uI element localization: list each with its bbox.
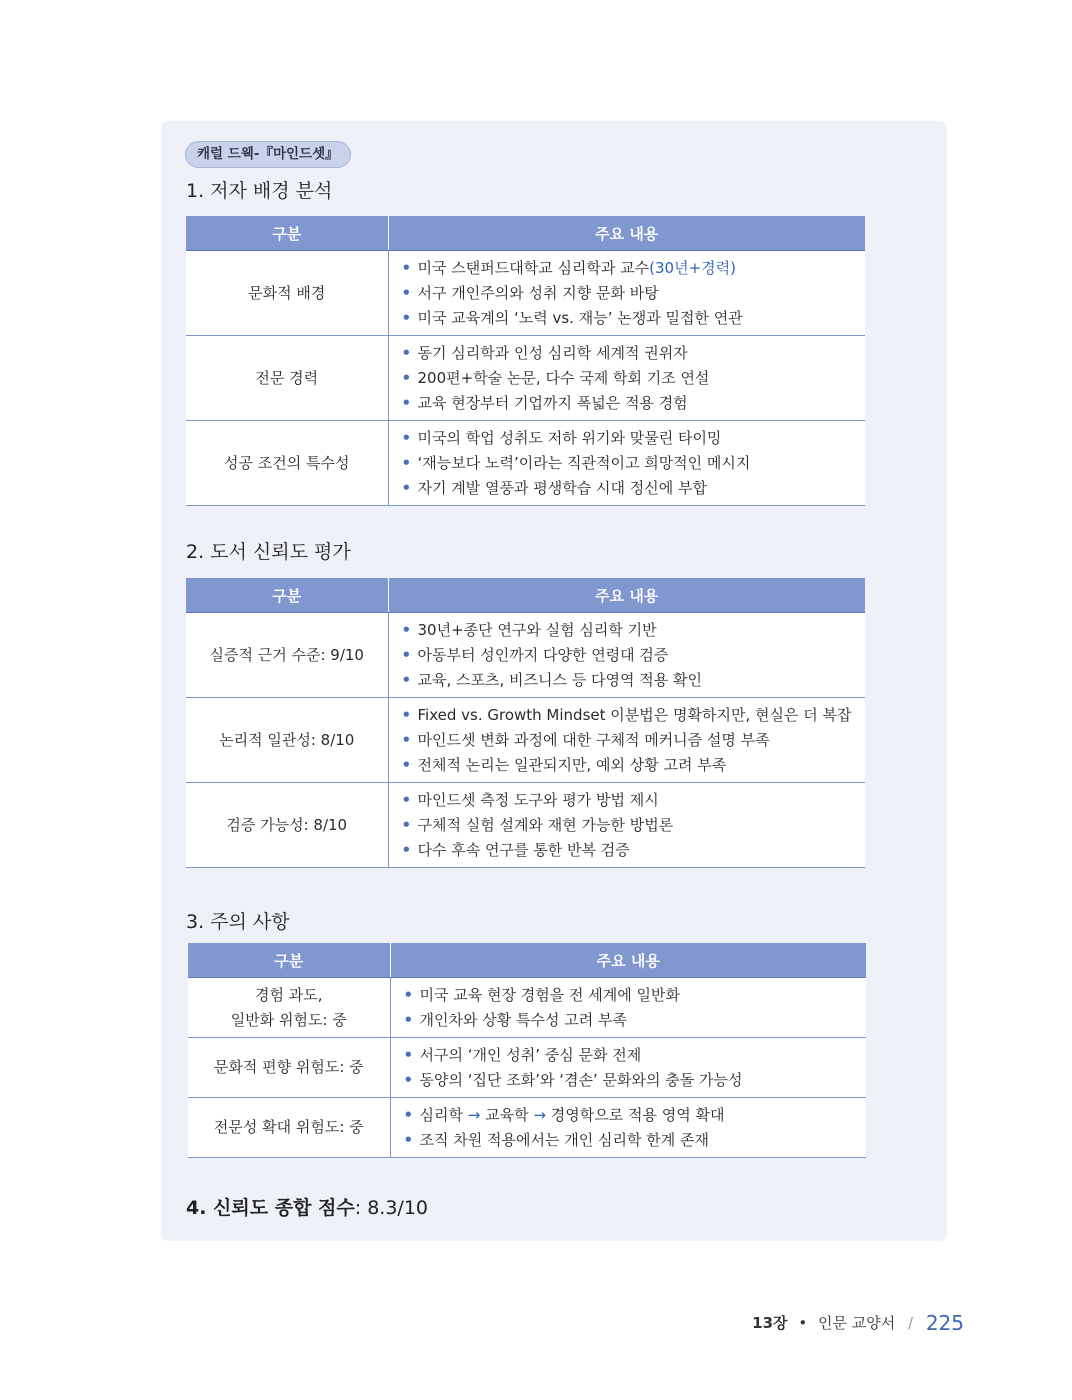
header-category: 구분 xyxy=(186,216,388,251)
list-item: • 마인드셋 변화 과정에 대한 구체적 메커니즘 설명 부족 xyxy=(402,728,866,753)
table-row xyxy=(186,783,865,868)
bullet-icon: • xyxy=(401,478,412,497)
bullet-icon: • xyxy=(401,645,412,664)
table-row xyxy=(188,978,866,1038)
list-item: • 미국 교육계의 ‘노력 vs. 재능’ 논쟁과 밀접한 연관 xyxy=(402,306,866,331)
reliability-table xyxy=(186,578,865,868)
table-row xyxy=(186,251,865,336)
book-category: 인문 교양서 xyxy=(817,1314,896,1332)
row-label: 문화적 편향 위험도: 중 xyxy=(188,1038,390,1098)
row-label: 경험 과도, 일반화 위험도: 중 xyxy=(188,978,390,1038)
book-tag: 캐럴 드웩-『마인드셋』 xyxy=(185,141,351,168)
arrow-right-icon: → xyxy=(467,1105,481,1124)
chapter-label: 13장 xyxy=(752,1314,788,1332)
bullet-icon: • xyxy=(403,1130,414,1149)
header-content: 주요 내용 xyxy=(388,578,865,613)
bullet-icon: • xyxy=(401,343,412,362)
bullet-icon: • xyxy=(401,393,412,412)
row-label: 전문 경력 xyxy=(186,336,388,421)
list-item: • 동양의 ‘집단 조화’와 ‘겸손’ 문화와의 충돌 가능성 xyxy=(404,1068,867,1093)
row-label: 전문성 확대 위험도: 중 xyxy=(188,1098,390,1158)
table-row xyxy=(186,421,865,506)
section-1-title: 1. 저자 배경 분석 xyxy=(186,180,333,202)
bullet-icon: • xyxy=(403,1070,414,1089)
row-label: 문화적 배경 xyxy=(186,251,388,336)
table-row xyxy=(186,336,865,421)
list-item: • 교육, 스포츠, 비즈니스 등 다영역 적용 확인 xyxy=(402,668,866,693)
highlight-text: (30년+경력) xyxy=(649,258,736,277)
list-item: • 마인드셋 측정 도구와 평가 방법 제시 xyxy=(402,788,866,813)
list-item: • 30년+종단 연구와 실험 심리학 기반 xyxy=(402,618,866,643)
bullet-icon: • xyxy=(401,453,412,472)
bullet-icon: • xyxy=(401,815,412,834)
bullet-icon: • xyxy=(401,368,412,387)
table-row xyxy=(186,698,865,783)
list-item: • 미국의 학업 성취도 저하 위기와 맞물린 타이밍 xyxy=(402,426,866,451)
table-row xyxy=(186,613,865,698)
list-item: • 심리학 → 교육학 → 경영학으로 적용 영역 확대 xyxy=(404,1103,867,1128)
list-item: • 200편+학술 논문, 다수 국제 학회 기조 연설 xyxy=(402,366,866,391)
header-category: 구분 xyxy=(186,578,388,613)
cautions-table xyxy=(188,943,866,1158)
bullet-icon: • xyxy=(401,840,412,859)
list-item: • 서구 개인주의와 성취 지향 문화 바탕 xyxy=(402,281,866,306)
bullet-icon: • xyxy=(401,308,412,327)
section-3-title: 3. 주의 사항 xyxy=(186,911,290,933)
list-item: • 전체적 논리는 일관되지만, 예외 상황 고려 부족 xyxy=(402,753,866,778)
bullet-icon: • xyxy=(403,1010,414,1029)
bullet-icon: • xyxy=(403,985,414,1004)
list-item: • Fixed vs. Growth Mindset 이분법은 명확하지만, 현실은 더 복잡 xyxy=(402,703,866,728)
list-item: • 교육 현장부터 기업까지 폭넓은 적용 경험 xyxy=(402,391,866,416)
bullet-icon: • xyxy=(401,705,412,724)
list-item: • 조직 차원 적용에서는 개인 심리학 한계 존재 xyxy=(404,1128,867,1153)
bullet-icon: • xyxy=(403,1045,414,1064)
bullet-icon: • xyxy=(401,258,412,277)
list-item: • 미국 스탠퍼드대학교 심리학과 교수(30년+경력) xyxy=(402,256,866,281)
table-row xyxy=(188,1098,866,1158)
author-background-table xyxy=(186,216,865,506)
list-item: • 자기 계발 열풍과 평생학습 시대 정신에 부합 xyxy=(402,476,866,501)
bullet-icon: • xyxy=(401,790,412,809)
bullet-icon: • xyxy=(401,620,412,639)
page-footer xyxy=(752,1311,964,1335)
bullet-icon: • xyxy=(401,755,412,774)
list-item: • 다수 후속 연구를 통한 반복 검증 xyxy=(402,838,866,863)
overall-score: 4. 신뢰도 종합 점수: 8.3/10 xyxy=(186,1197,429,1219)
header-category: 구분 xyxy=(188,943,390,978)
list-item: • 동기 심리학과 인성 심리학 세계적 권위자 xyxy=(402,341,866,366)
bullet-icon: • xyxy=(401,428,412,447)
list-item: • 미국 교육 현장 경험을 전 세계에 일반화 xyxy=(404,983,867,1008)
list-item: • 아동부터 성인까지 다양한 연령대 검증 xyxy=(402,643,866,668)
bullet-icon: • xyxy=(401,730,412,749)
list-item: • 개인차와 상황 특수성 고려 부족 xyxy=(404,1008,867,1033)
row-label: 성공 조건의 특수성 xyxy=(186,421,388,506)
bullet-icon: • xyxy=(401,670,412,689)
list-item: • 서구의 ‘개인 성취’ 중심 문화 전제 xyxy=(404,1043,867,1068)
table-row xyxy=(188,1038,866,1098)
row-label: 검증 가능성: 8/10 xyxy=(186,783,388,868)
arrow-right-icon: → xyxy=(533,1105,546,1124)
list-item: • 구체적 실험 설계와 재현 가능한 방법론 xyxy=(402,813,866,838)
page-number: 225 xyxy=(925,1311,964,1335)
row-label: 논리적 일관성: 8/10 xyxy=(186,698,388,783)
divider: / xyxy=(907,1314,914,1332)
header-content: 주요 내용 xyxy=(390,943,866,978)
header-content: 주요 내용 xyxy=(388,216,865,251)
bullet-icon: • xyxy=(401,283,412,302)
section-2-title: 2. 도서 신뢰도 평가 xyxy=(186,541,351,563)
list-item: • ‘재능보다 노력’이라는 직관적이고 희망적인 메시지 xyxy=(402,451,866,476)
bullet-icon: • xyxy=(403,1105,414,1124)
row-label: 실증적 근거 수준: 9/10 xyxy=(186,613,388,698)
bullet-icon: • xyxy=(798,1314,808,1332)
